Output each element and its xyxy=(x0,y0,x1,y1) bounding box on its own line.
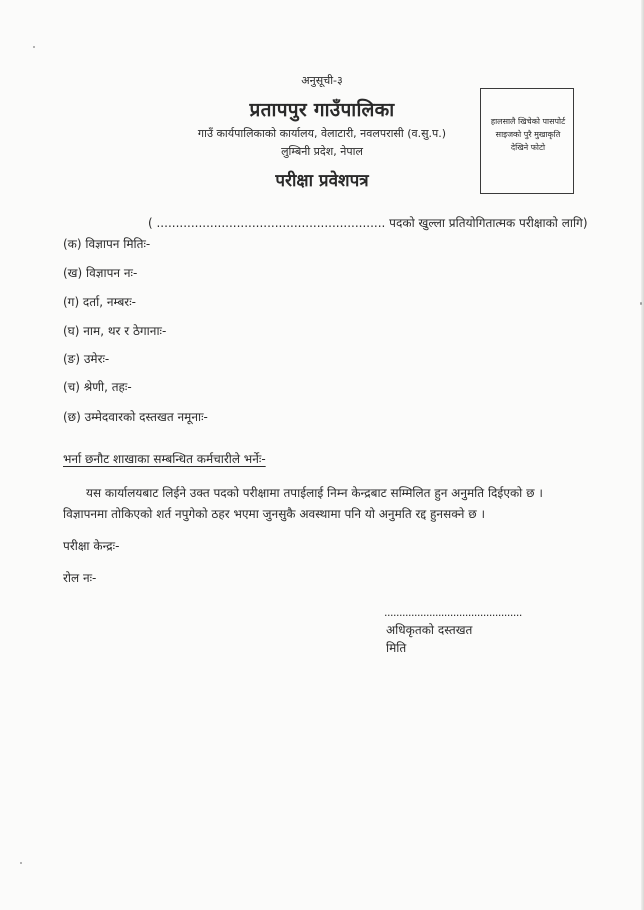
schedule-label: अनुसूची-३ xyxy=(301,74,343,87)
field-candidate-signature: (छ) उम्मेदवारको दस्तखत नमूनाः- xyxy=(63,410,208,424)
section-heading: भर्ना छनौट शाखाका सम्बन्धित कर्मचारीले भर्नेः- xyxy=(63,452,266,466)
exam-center-field: परीक्षा केन्द्रः- xyxy=(63,539,120,553)
field-age: (ङ) उमेरः- xyxy=(63,352,110,366)
post-name-line: ( ............................................................ पदको खुल्ला प्रतियोगितात्मक परीक्षाको लागि) xyxy=(148,216,588,230)
field-name-address: (घ) नाम, थर र ठेगानाः- xyxy=(63,324,167,338)
permission-paragraph-line2: विज्ञापनमा तोकिएको शर्त नपुगेको ठहर भएमा जुनसुकै अवस्थामा पनि यो अनुमति रद्द हुनसक्ने छ । xyxy=(63,507,486,521)
officer-signature-label: अधिकृतको दस्तखत xyxy=(386,623,473,637)
photo-box xyxy=(480,88,574,194)
signature-date-label: मिति xyxy=(386,641,407,655)
scan-speck xyxy=(33,46,35,48)
page-title: परीक्षा प्रवेशपत्र xyxy=(275,171,369,191)
permission-paragraph-line1: यस कार्यालयबाट लिईने उक्त पदको परीक्षामा तपाईलाई निम्न केन्द्रबाट सम्मिलित हुन अनुमति दिईएको छ । xyxy=(86,486,543,500)
office-name: प्रतापपुर गाउँपालिका xyxy=(249,99,395,121)
field-ad-number: (ख) विज्ञापन नः- xyxy=(63,266,138,280)
field-class-level: (च) श्रेणी, तहः- xyxy=(63,380,132,394)
signature-line: .............................................. xyxy=(384,606,522,619)
office-address: गाउँ कार्यपालिकाको कार्यालय, वेलाटारी, नवलपरासी (व.सु.प.) xyxy=(197,127,447,140)
field-ad-date: (क) विज्ञापन मितिः- xyxy=(63,237,151,251)
scan-speck xyxy=(640,302,642,305)
field-registration-number: (ग) दर्ता, नम्बरः- xyxy=(63,295,136,309)
scan-speck xyxy=(20,862,22,864)
province-line: लुम्बिनी प्रदेश, नेपाल xyxy=(281,145,363,158)
photo-instruction: हालसालै खिचेको पासपोर्ट साइजको पुरै मुखाकृति देखिने फोटो xyxy=(490,117,566,152)
roll-number-field: रोल नः- xyxy=(63,571,97,585)
